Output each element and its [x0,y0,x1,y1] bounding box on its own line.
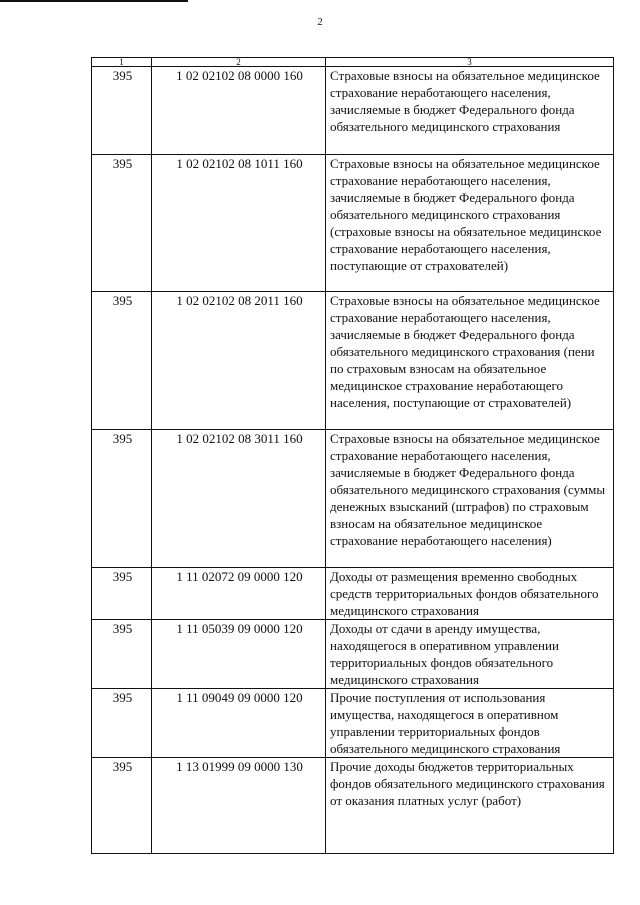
table-row [92,292,614,430]
table-row [92,67,614,155]
admin-code-cell: 395 [92,430,152,568]
column-header-3: 3 [326,58,614,67]
table-row [92,155,614,292]
top-rule [0,0,188,2]
table-header-row [92,58,614,67]
description-cell: Прочие поступления от использования имущества, находящегося в оперативном управлении территориальных фондов обязательного медицинского страхования [326,689,614,758]
admin-code-cell: 395 [92,620,152,689]
admin-code-cell: 395 [92,292,152,430]
budget-code-cell: 1 02 02102 08 1011 160 [152,155,326,292]
budget-code-cell: 1 11 05039 09 0000 120 [152,620,326,689]
table-row [92,568,614,620]
column-header-1: 1 [92,58,152,67]
admin-code-cell: 395 [92,689,152,758]
description-cell: Страховые взносы на обязательное медицинское страхование неработающего населения, зачисляемые в бюджет Федерального фонда обязательного медицинского страхования (пени по страховым взносам на обязательное медицинское страхование неработающего населения, поступающие от страхователей) [326,292,614,430]
admin-code-cell: 395 [92,155,152,292]
budget-code-cell: 1 02 02102 08 2011 160 [152,292,326,430]
table-row [92,430,614,568]
description-cell: Страховые взносы на обязательное медицинское страхование неработающего населения, зачисляемые в бюджет Федерального фонда обязательного медицинского страхования (суммы денежных взысканий (штрафов) по страховым взносам на обязательное медицинское страхование неработающего населения) [326,430,614,568]
description-cell: Страховые взносы на обязательное медицинское страхование неработающего населения, зачисляемые в бюджет Федерального фонда обязательного медицинского страхования (страховые взносы на обязательное медицинское страхование неработающего населения, поступающие от страхователей) [326,155,614,292]
budget-code-cell: 1 02 02102 08 3011 160 [152,430,326,568]
table-row [92,620,614,689]
column-header-2: 2 [152,58,326,67]
page-number: 2 [317,16,323,28]
budget-code-cell: 1 13 01999 09 0000 130 [152,758,326,854]
budget-code-cell: 1 02 02102 08 0000 160 [152,67,326,155]
description-cell: Доходы от размещения временно свободных средств территориальных фондов обязательного медицинского страхования [326,568,614,620]
admin-code-cell: 395 [92,568,152,620]
admin-code-cell: 395 [92,758,152,854]
table-row [92,758,614,854]
description-cell: Доходы от сдачи в аренду имущества, находящегося в оперативном управлении территориальных фондов обязательного медицинского страхования [326,620,614,689]
revenue-codes-table [91,57,614,854]
description-cell: Прочие доходы бюджетов территориальных фондов обязательного медицинского страхования от оказания платных услуг (работ) [326,758,614,854]
budget-code-cell: 1 11 09049 09 0000 120 [152,689,326,758]
admin-code-cell: 395 [92,67,152,155]
description-cell: Страховые взносы на обязательное медицинское страхование неработающего населения, зачисляемые в бюджет Федерального фонда обязательного медицинского страхования [326,67,614,155]
budget-code-cell: 1 11 02072 09 0000 120 [152,568,326,620]
table-row [92,689,614,758]
